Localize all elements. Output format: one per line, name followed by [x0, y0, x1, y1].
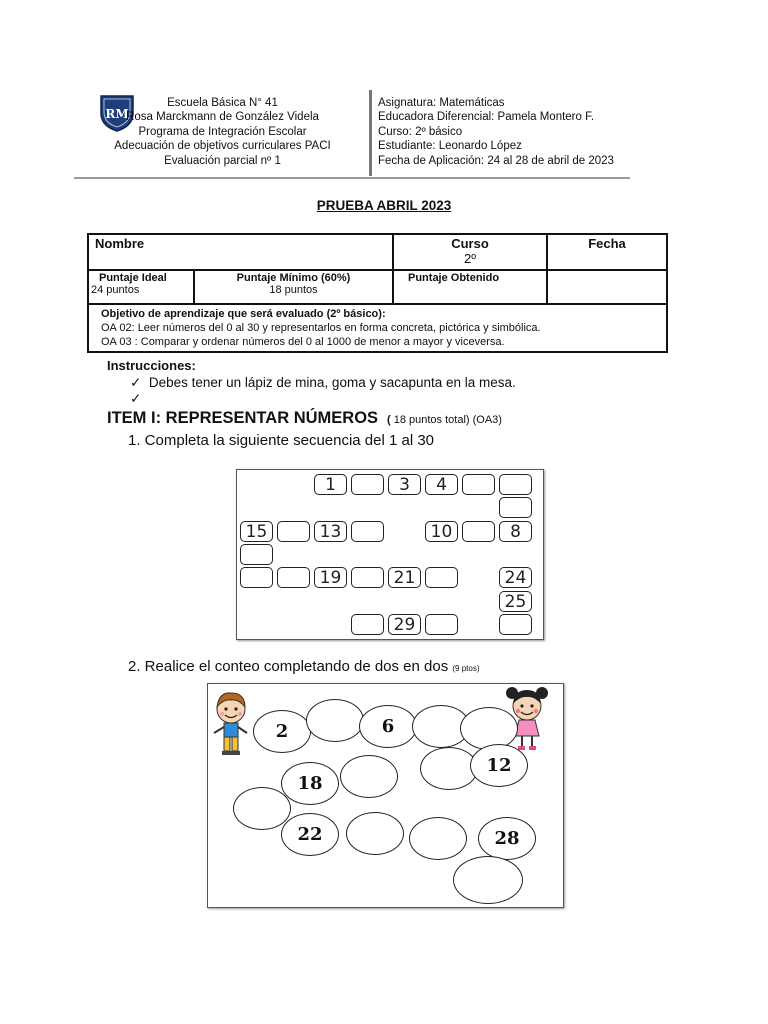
sequence-cell[interactable]: 29: [388, 614, 421, 635]
counting-oval[interactable]: [233, 787, 291, 830]
counting-oval[interactable]: 6: [359, 705, 417, 748]
student-info-table: [87, 233, 668, 353]
puntaje-minimo-value: 18 puntos: [269, 284, 318, 296]
curso-cell: [393, 234, 547, 270]
header-divider: [369, 90, 372, 176]
test-title: PRUEBA ABRIL 2023: [316, 198, 452, 213]
sequence-cell[interactable]: [240, 544, 273, 565]
sequence-cell[interactable]: [351, 567, 384, 588]
school-info: [100, 96, 345, 168]
puntaje-ideal-value: 24 puntos: [91, 284, 140, 296]
counting-oval[interactable]: 22: [281, 813, 339, 856]
sequence-cell[interactable]: [462, 474, 495, 495]
objetivo-title: Objetivo de aprendizaje que será evaluado (2º básico):: [101, 308, 386, 320]
sequence-grid: [236, 469, 544, 640]
counting-picture: [207, 683, 564, 908]
sequence-cell[interactable]: [499, 474, 532, 495]
oa03-text: OA 03 : Comparar y ordenar números del 0 al 1000 de menor a mayor y viceversa.: [101, 336, 505, 348]
item1-note-paren: (: [387, 414, 391, 426]
student-label: Estudiante: Leonardo López: [378, 140, 522, 153]
counting-oval[interactable]: [306, 699, 364, 742]
header-rule: [74, 177, 630, 179]
sequence-cell[interactable]: 1: [314, 474, 347, 495]
nombre-label: Nombre: [95, 236, 145, 251]
application-date-label: Fecha de Aplicación: 24 al 28 de abril de 2023: [378, 154, 614, 167]
fecha-label: Fecha: [588, 236, 626, 251]
school-name: Escuela Básica N° 41: [167, 97, 278, 109]
sequence-cell[interactable]: 8: [499, 521, 532, 542]
counting-oval[interactable]: [460, 707, 518, 750]
oa02-text: OA 02: Leer números del 0 al 30 y representarlos en forma concreta, pictórica y simbólica.: [101, 322, 541, 334]
sequence-cell[interactable]: 24: [499, 567, 532, 588]
sequence-cell[interactable]: [499, 614, 532, 635]
boy-illustration-icon: [209, 689, 253, 759]
sequence-cell[interactable]: 15: [240, 521, 273, 542]
sequence-cell[interactable]: 21: [388, 567, 421, 588]
counting-oval[interactable]: 12: [470, 744, 528, 787]
instruction-item: [130, 375, 516, 391]
counting-oval[interactable]: 2: [253, 710, 311, 753]
checkmark-icon: ✓: [130, 375, 142, 390]
counting-oval[interactable]: 28: [478, 817, 536, 860]
question-2: [128, 658, 480, 675]
sequence-cell[interactable]: [351, 521, 384, 542]
puntaje-ideal-label: Puntaje Ideal: [99, 272, 167, 284]
puntaje-minimo-cell: [194, 270, 393, 304]
sequence-cell[interactable]: [425, 567, 458, 588]
objetivo-cell: [88, 304, 667, 352]
checkmark-icon: ✓: [130, 391, 142, 406]
sequence-cell[interactable]: [277, 521, 310, 542]
counting-oval[interactable]: 18: [281, 762, 339, 805]
sequence-cell[interactable]: 10: [425, 521, 458, 542]
instructions-title: Instrucciones:: [107, 358, 196, 373]
sequence-cell[interactable]: [351, 474, 384, 495]
curso-value: 2º: [464, 251, 476, 266]
sequence-cell[interactable]: [499, 497, 532, 518]
adaptation-label: Adecuación de objetivos curriculares PACI: [114, 140, 331, 153]
teacher-label: Educadora Diferencial: Pamela Montero F.: [378, 111, 595, 124]
evaluation-label: Evaluación parcial nº 1: [164, 154, 281, 167]
puntaje-obtenido-cell[interactable]: [393, 270, 547, 304]
sequence-cell[interactable]: 13: [314, 521, 347, 542]
puntaje-minimo-label: Puntaje Mínimo (60%): [236, 272, 351, 284]
course-info: [378, 96, 614, 168]
instruction-text: Debes tener un lápiz de mina, goma y sacapunta en la mesa.: [148, 375, 516, 390]
item1-title: ITEM I: REPRESENTAR NÚMEROS: [107, 409, 379, 427]
puntaje-obtenido-label: Puntaje Obtenido: [408, 272, 500, 284]
sequence-cell[interactable]: [277, 567, 310, 588]
item1-note-text: 18 puntos total) (OA3): [390, 414, 502, 426]
nombre-cell[interactable]: [88, 234, 393, 270]
question-1: 1. Completa la siguiente secuencia del 1 al 30: [128, 432, 435, 449]
sequence-cell[interactable]: 25: [499, 591, 532, 612]
counting-oval[interactable]: [346, 812, 404, 855]
sequence-cell[interactable]: 4: [425, 474, 458, 495]
school-namesake: Rosa Marckmann de González Videla: [126, 111, 319, 124]
sequence-cell[interactable]: 19: [314, 567, 347, 588]
sequence-cell[interactable]: [462, 521, 495, 542]
item1-points-note: [387, 414, 502, 426]
course-label: Curso: 2º básico: [378, 125, 463, 138]
logo-text: RM: [105, 107, 129, 121]
counting-oval[interactable]: [453, 856, 523, 904]
counting-oval[interactable]: [409, 817, 467, 860]
sequence-cell[interactable]: [240, 567, 273, 588]
fecha-cell[interactable]: [547, 234, 667, 270]
question-2-text: 2. Realice el conteo completando de dos en dos: [128, 658, 449, 675]
sequence-cell[interactable]: [351, 614, 384, 635]
puntaje-ideal-cell: [88, 270, 194, 304]
curso-label: Curso: [451, 236, 489, 251]
sequence-cell[interactable]: 3: [388, 474, 421, 495]
program-name: Programa de Integración Escolar: [138, 125, 307, 138]
counting-oval[interactable]: [340, 755, 398, 798]
subject-label: Asignatura: Matemáticas: [378, 97, 505, 109]
question-2-points: (9 ptos): [452, 664, 480, 673]
sequence-cell[interactable]: [425, 614, 458, 635]
instruction-item: [130, 391, 141, 407]
puntaje-obtenido-value-cell[interactable]: [547, 270, 667, 304]
